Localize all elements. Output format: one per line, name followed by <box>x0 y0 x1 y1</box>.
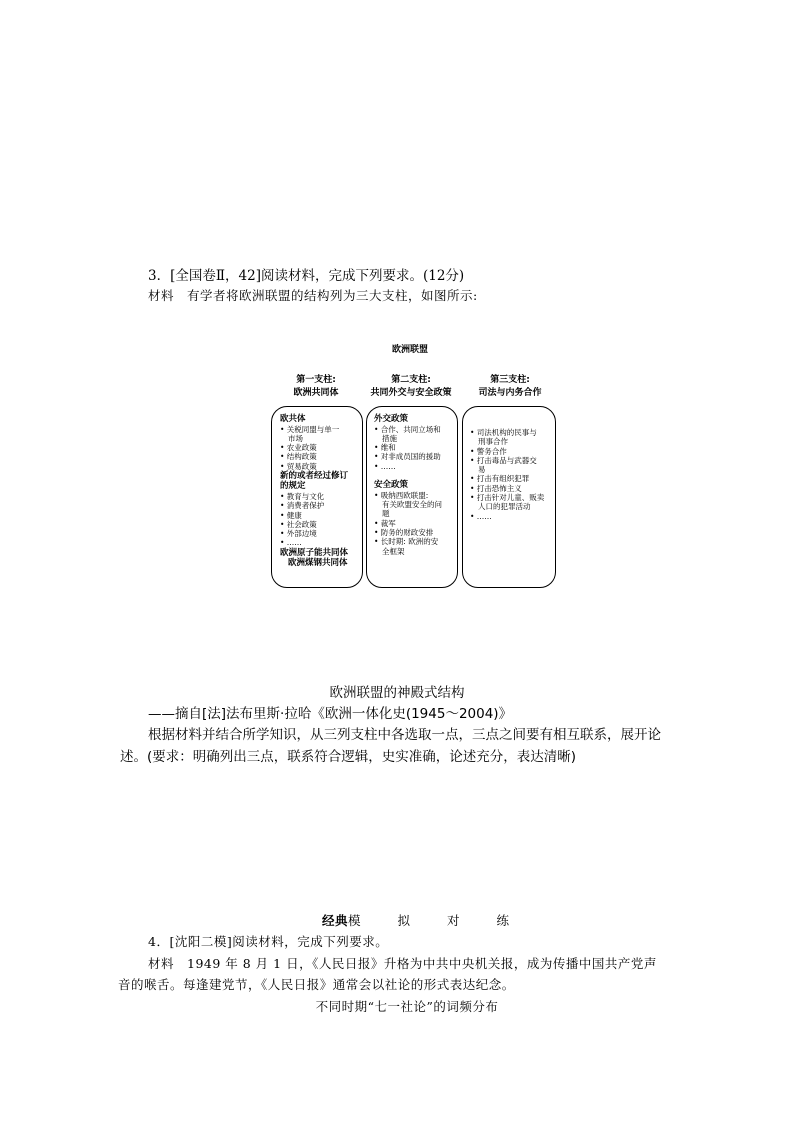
pillar-item: 外交政策 <box>374 414 409 424</box>
pillar-item: • 贸易政策 <box>280 461 317 471</box>
q3-material-intro: 材料 有学者将欧洲联盟的结构列为三大支柱，如图所示: <box>148 288 478 303</box>
pillar-item: • 裁军 <box>374 518 396 528</box>
section-part5: 练 <box>496 913 510 928</box>
pillar-item: • 司法机构的民事与 <box>470 428 537 437</box>
pillar3-head1: 第三支柱: <box>490 375 530 385</box>
q3-title: 3．[全国卷Ⅱ，42]阅读材料，完成下列要求。(12分) <box>148 268 465 284</box>
pillar-item: 市场 <box>288 433 303 443</box>
pillar-item: • 防务的财政安排 <box>374 527 434 537</box>
pillar3-header <box>460 374 560 400</box>
pillar-item: • 维和 <box>374 443 396 453</box>
pillar-item: 安全政策 <box>374 480 409 491</box>
pillar2-head1: 第二支柱: <box>391 375 431 385</box>
material-source: ——摘自[法]法布里斯·拉哈《欧洲一体化史(1945～2004)》 <box>148 706 513 722</box>
pillar1-list <box>280 414 348 569</box>
pillar-item: • 关税同盟与单一 <box>280 424 340 434</box>
pillar3-list <box>470 428 544 521</box>
q4-chart-title: 不同时期“七一社论”的词频分布 <box>315 999 499 1014</box>
pillar1-header <box>268 374 364 400</box>
section-part2: 模 <box>348 913 362 928</box>
pillar-item: • 对非成员国的援助 <box>374 452 441 462</box>
pillar-item: • 结构政策 <box>280 452 317 462</box>
pillar-item: 措施 <box>382 433 397 443</box>
q4-material-line2: 音的喉舌。每逢建党节，《人民日报》通常会以社论的形式表达纪念。 <box>118 977 515 992</box>
pillar-item: • 健康 <box>280 510 302 520</box>
pillar1-head2: 欧洲共同体 <box>293 388 339 398</box>
pillar-item: • 外部边境 <box>280 529 317 539</box>
pillar-item: • …… <box>374 461 396 471</box>
pillar2-list <box>374 414 442 556</box>
pillar2-header <box>355 374 467 400</box>
pillar-item: 欧共体 <box>280 414 306 424</box>
pillar-item: 欧洲煤钢共同体 <box>288 558 348 569</box>
diagram-caption: 欧洲联盟的神殿式结构 <box>329 685 465 701</box>
q3-task-line2: 述。(要求：明确列出三点，联系符合逻辑，史实准确，论述充分，表达清晰) <box>120 749 577 765</box>
pillar-item: • 教育与文化 <box>280 491 325 501</box>
section-part4: 对 <box>447 913 461 928</box>
diagram-title: 欧洲联盟 <box>391 345 428 355</box>
pillar-item: • 打击毒品与武器交 <box>470 455 537 465</box>
pillar1-head1: 第一支柱: <box>296 375 336 385</box>
pillar-item: 人口的犯罪活动 <box>478 502 531 512</box>
pillar-item: • 消费者保护 <box>280 501 325 511</box>
pillar-item: • …… <box>280 538 302 548</box>
pillar-item: 新的或者经过修订 <box>280 470 349 481</box>
pillar-item: • 吸纳西欧联盟: <box>374 490 429 500</box>
pillar-item: • 长时期: 欧洲的安 <box>374 537 439 547</box>
pillar-item: • 社会政策 <box>280 519 317 529</box>
pillar-item: • 打击有组织犯罪 <box>470 474 530 484</box>
pillar-item: 的规定 <box>280 481 306 492</box>
pillar-item: 全框架 <box>382 546 405 556</box>
pillar2-head2: 共同外交与安全政策 <box>370 388 452 398</box>
pillar-item: • 打击针对儿童、贩卖 <box>470 493 545 503</box>
q3-task-line1: 根据材料并结合所学知识，从三列支柱中各选取一点，三点之间要有相互联系，展开论 <box>148 727 661 743</box>
q4-title: 4．[沈阳二模]阅读材料，完成下列要求。 <box>148 934 389 949</box>
pillar-item: • …… <box>470 511 492 521</box>
section-part3: 拟 <box>397 913 411 928</box>
section-part1: 经典 <box>322 913 349 928</box>
pillar-item: • 打击恐怖主义 <box>470 483 522 493</box>
pillar-item: • 合作、共同立场和 <box>374 424 441 434</box>
q4-material-line1: 材料 1949 年 8 月 1 日，《人民日报》升格为中共中央机关报，成为传播中国共产党声 <box>148 956 657 971</box>
pillar-item: 易 <box>478 465 486 475</box>
pillar-item <box>374 471 442 480</box>
pillar-item: 有关欧盟安全的问 <box>382 500 442 510</box>
pillar-item: 欧洲原子能共同体 <box>280 547 349 558</box>
pillar-item: 题 <box>382 509 390 519</box>
section-heading <box>322 911 510 929</box>
pillar-item: • 警务合作 <box>470 446 507 456</box>
pillar-item: • 农业政策 <box>280 443 317 453</box>
pillar3-head2: 司法与内务合作 <box>478 388 542 398</box>
pillar-item: 刑事合作 <box>478 437 508 447</box>
